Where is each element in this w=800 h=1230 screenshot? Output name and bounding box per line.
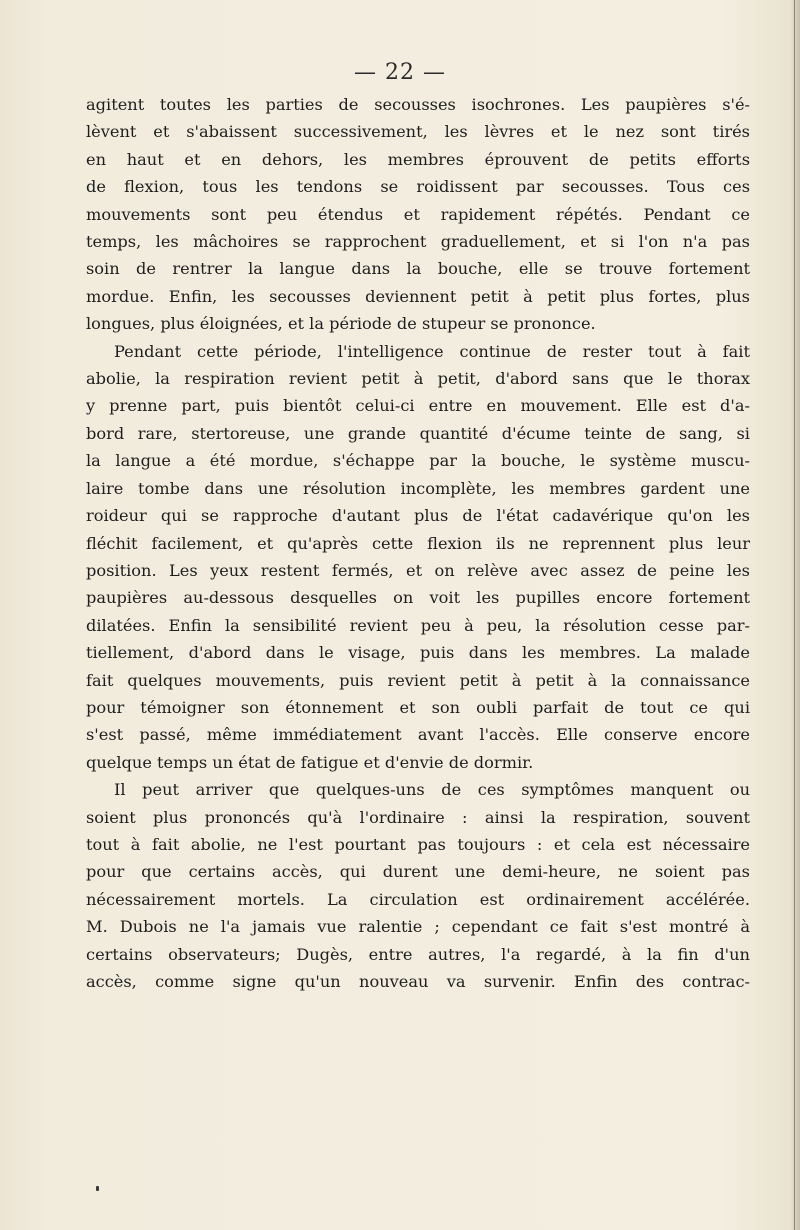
text-line: accès, comme signe qu'un nouveau va survenir. Enfin des contrac-	[86, 972, 750, 991]
text-line: agitent toutes les parties de secousses isochrones. Les paupières s'é-	[86, 95, 750, 114]
text-line: tiellement, d'abord dans le visage, puis dans les membres. La malade	[86, 643, 750, 663]
text-line: roideur qui se rapproche d'autant plus de l'état cadavérique qu'on les	[86, 506, 750, 526]
page-number: — 22 —	[354, 60, 446, 85]
text-line: position. Les yeux restent fermés, et on relève avec assez de peine les	[86, 560, 750, 580]
text-line: certains observateurs; Dugès, entre autres, l'a regardé, à la fin d'un	[86, 944, 750, 964]
text-line: de flexion, tous les tendons se roidissent par secousses. Tous ces	[86, 177, 750, 197]
text-line: fait quelques mouvements, puis revient petit à petit à la connaissance	[86, 670, 750, 690]
text-line: paupières au-dessous desquelles on voit les pupilles encore fortement	[86, 588, 750, 608]
text-line: laire tombe dans une résolution incomplète, les membres gardent une	[86, 478, 750, 498]
text-line: Il peut arriver que quelques-uns de ces symptômes manquent ou	[114, 780, 750, 800]
text-line: quelque temps un état de fatigue et d'envie de dormir.	[86, 752, 534, 772]
text-line: s'est passé, même immédiatement avant l'accès. Elle conserve encore	[86, 725, 750, 745]
ink-speck	[96, 1186, 99, 1191]
text-line: lèvent et s'abaissent successivement, les lèvres et le nez sont tirés	[86, 122, 750, 142]
text-line: soin de rentrer la langue dans la bouche, elle se trouve fortement	[86, 259, 750, 279]
text-line: la langue a été mordue, s'échappe par la bouche, le système muscu-	[86, 451, 750, 471]
page-edge-shadow	[790, 0, 800, 1230]
page-edge-line	[794, 0, 795, 1230]
text-line: mouvements sont peu étendus et rapidement répétés. Pendant ce	[86, 204, 750, 224]
text-line: pour témoigner son étonnement et son oubli parfait de tout ce qui	[86, 697, 750, 717]
text-line: en haut et en dehors, les membres éprouvent de petits efforts	[86, 149, 750, 169]
text-line: fléchit facilement, et qu'après cette flexion ils ne reprennent plus leur	[86, 533, 750, 553]
text-line: tout à fait abolie, ne l'est pourtant pas toujours : et cela est nécessaire	[86, 834, 750, 854]
text-line: dilatées. Enfin la sensibilité revient peu à peu, la résolution cesse par-	[86, 615, 750, 635]
text-line: nécessairement mortels. La circulation est ordinairement accélérée.	[86, 889, 750, 909]
text-line: temps, les mâchoires se rapprochent graduellement, et si l'on n'a pas	[86, 232, 750, 252]
text-line: mordue. Enfin, les secousses deviennent petit à petit plus fortes, plus	[86, 286, 750, 306]
text-line: bord rare, stertoreuse, une grande quantité d'écume teinte de sang, si	[86, 423, 750, 443]
text-line: soient plus prononcés qu'à l'ordinaire : ainsi la respiration, souvent	[86, 807, 750, 827]
text-line: M. Dubois ne l'a jamais vue ralentie ; cependant ce fait s'est montré à	[86, 917, 750, 937]
text-line: Pendant cette période, l'intelligence continue de rester tout à fait	[114, 341, 750, 361]
text-line: abolie, la respiration revient petit à petit, d'abord sans que le thorax	[86, 369, 750, 389]
text-line: pour que certains accès, qui durent une demi-heure, ne soient pas	[86, 862, 750, 882]
body-text	[86, 91, 750, 995]
text-line: longues, plus éloignées, et la période de stupeur se prononce.	[86, 314, 596, 334]
text-line: y prenne part, puis bientôt celui-ci entre en mouvement. Elle est d'a-	[86, 396, 750, 416]
